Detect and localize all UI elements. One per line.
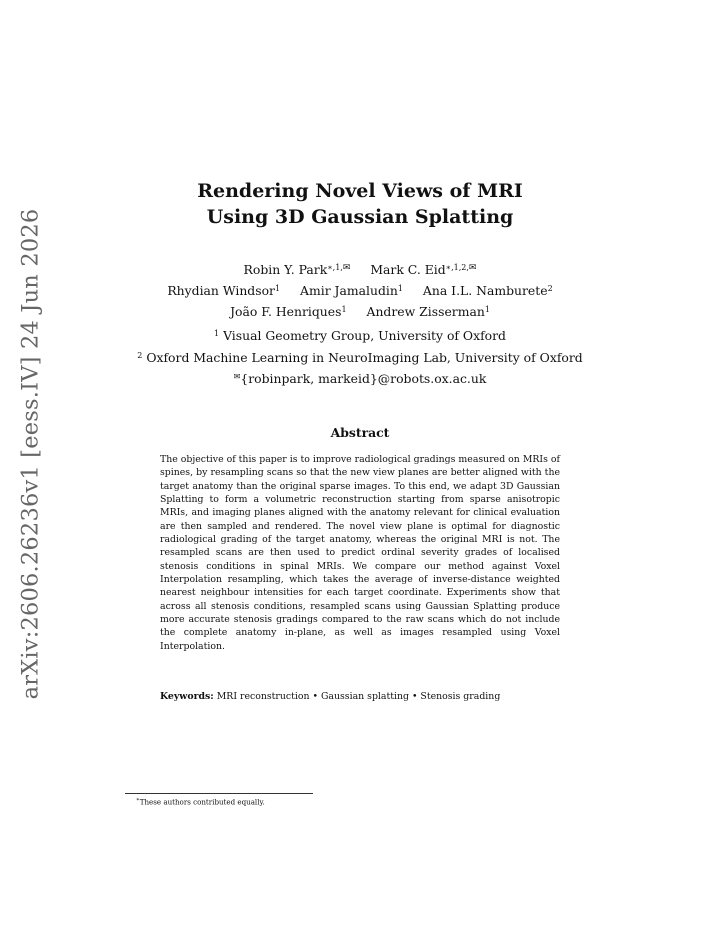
keywords-label: Keywords: — [160, 691, 214, 702]
author: Rhydian Windsor$^1$ — [167, 283, 281, 298]
author: Mark C. Eid$^{∗,1,2,✉}$ — [370, 262, 477, 277]
affiliations — [0, 324, 720, 389]
affiliation: $^1$ Visual Geometry Group, University of Oxford — [214, 328, 506, 343]
arxiv-stamp-text: arXiv:2606.26236v1 [eess.IV] 24 Jun 2026 — [17, 208, 44, 700]
title-line-1: Rendering Novel Views of MRI — [197, 180, 523, 202]
envelope-icon: ✉ — [342, 263, 351, 273]
author: Amir Jamaludin$^1$ — [300, 283, 403, 298]
email-address: {robinpark, markeid}@robots.ox.ac.uk — [240, 371, 487, 386]
keywords-text: MRI reconstruction • Gaussian splatting • Stenosis grading — [216, 691, 501, 702]
author: Ana I.L. Namburete$^2$ — [422, 283, 553, 298]
affiliation: $^2$ Oxford Machine Learning in NeuroImaging Lab, University of Oxford — [137, 349, 583, 365]
author: Robin Y. Park$^{∗,1,✉}$ — [243, 262, 351, 277]
abstract-body: The objective of this paper is to improve radiological gradings measured on MRIs of spines, by resampling scans so that the new view planes are better aligned with the target anatomy than the original sparse images. To this end, we adapt 3D Gaussian Splatting to form a volumetric reconstruction starting from sparse anisotropic MRIs, and imaging planes aligned with the anatomy relevant for clinical evaluation are then sampled and rendered. The novel view plane is optimal for diagnostic radiological grading of the target anatomy, whereas the original MRI is not. The resampled scans are then used to predict ordinal severity grades of localised stenosis conditions in spinal MRIs. We compare our method against Voxel Interpolation resampling, which takes the average of inverse-distance weighted nearest neighbour intensities for each target coordinate. Experiments show that across all stenosis conditions, resampled scans using Gaussian Splatting produce more accurate stenosis gradings compared to the raw scans which do not include the complete anatomy in-plane, as well as images resampled using Voxel Interpolation. — [160, 454, 560, 652]
author-row-1 — [0, 258, 720, 279]
author-list — [0, 258, 720, 321]
envelope-icon: ✉ — [233, 372, 241, 381]
title-line-2: Using 3D Gaussian Splatting — [206, 206, 514, 228]
paper-title — [0, 178, 720, 230]
author: João F. Henriques$^1$ — [230, 304, 347, 319]
author-row-2 — [0, 279, 720, 300]
footnote: ∗These authors contributed equally. — [136, 797, 265, 807]
author: Andrew Zisserman$^1$ — [366, 304, 490, 319]
abstract-heading: Abstract — [330, 425, 390, 440]
footnote-rule — [125, 793, 313, 794]
author-row-3 — [0, 300, 720, 321]
envelope-icon: ✉ — [468, 263, 477, 273]
keywords — [160, 691, 590, 702]
email-line — [0, 367, 720, 389]
